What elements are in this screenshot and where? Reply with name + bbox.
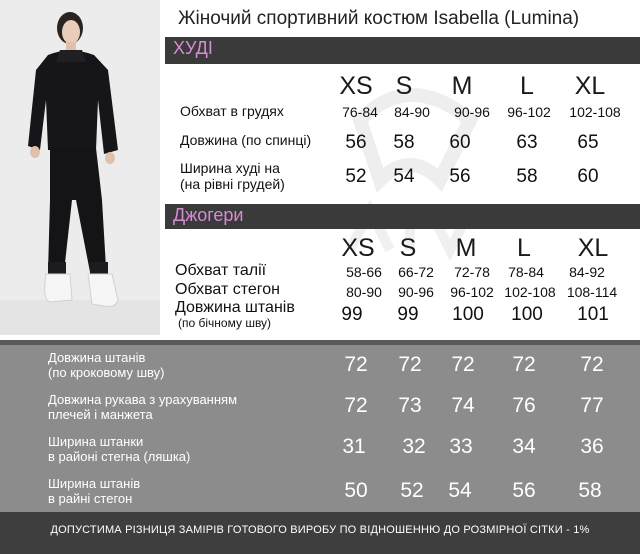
joggers-row-label-main: Довжина штанів [175,299,295,316]
joggers-cell: 101 [577,304,609,325]
joggers-cell: 96-102 [450,284,494,300]
extra-cell: 72 [344,394,368,417]
joggers-size-s: S [399,234,417,262]
hoodie-row-label-main: Ширина худі на [180,160,280,176]
joggers-cell: 100 [452,304,484,325]
hoodie-size-m: M [451,72,473,100]
extra-cell: 72 [451,353,475,376]
extra-cell: 56 [512,479,536,502]
extra-row-label-main: Довжина рукава з урахуванням [48,392,238,407]
joggers-cell: 100 [511,304,543,325]
extra-row-label-sub: (по кроковому шву) [48,365,165,380]
extra-cell: 77 [580,394,604,417]
extra-row-label-sub: в районі стегна (ляшка) [48,449,191,464]
page-title: Жіночий спортивний костюм Isabella (Lumina) [178,8,580,29]
product-photo [0,0,160,335]
joggers-cell: 78-84 [508,264,544,280]
hoodie-size-xs: XS [339,72,373,100]
extra-cell: 50 [344,479,368,502]
joggers-row-label-sub: (по бічному шву) [178,316,272,330]
hoodie-cell: 76-84 [342,104,378,120]
hoodie-cell: 52 [345,166,367,187]
joggers-cell: 102-108 [504,284,556,300]
hoodie-cell: 65 [577,132,599,153]
joggers-cell: 84-92 [569,264,605,280]
extra-row-label-sub: плечей і манжета [48,407,153,422]
extra-cell: 34 [512,435,536,458]
hoodie-cell: 60 [577,166,599,187]
joggers-size-xs: XS [341,234,375,262]
extra-cell: 72 [344,353,368,376]
joggers-cell: 90-96 [398,284,434,300]
extra-cell: 72 [398,353,422,376]
extra-row-label-main: Ширина штанки [48,434,144,449]
extra-cell: 32 [402,435,426,458]
hoodie-size-s: S [395,72,413,100]
extra-cell: 58 [578,479,602,502]
hoodie-cell: 56 [449,166,471,187]
joggers-cell: 108-114 [566,284,618,300]
hoodie-section-header [165,37,640,64]
extra-row-label-sub: в райні стегон [48,491,133,506]
tolerance-note: ДОПУСТИМА РІЗНИЦЯ ЗАМІРІВ ГОТОВОГО ВИРОБУ ПО ВІДНОШЕННЮ ДО РОЗМІРНОЇ СІТКИ - 1% [50,524,590,536]
joggers-row-label: Обхват стегон [175,281,280,298]
extra-row-label [48,350,165,380]
extra-cell: 52 [400,479,424,502]
hoodie-size-l: L [520,72,534,100]
extra-row-label [48,434,190,464]
model-illustration [0,0,160,335]
hoodie-cell: 60 [449,132,471,153]
extra-row-label [48,476,140,506]
hoodie-cell: 84-90 [394,104,430,120]
extra-row-label-main: Довжина штанів [48,350,146,365]
footer-note-bar [0,512,640,554]
hoodie-row-label: Довжина (по спинці) [180,132,312,148]
joggers-size-m: M [455,234,477,262]
hoodie-cell: 96-102 [507,104,551,120]
extra-cell: 74 [451,394,475,417]
hoodie-cell: 54 [393,166,415,187]
hoodie-size-xl: XL [574,72,606,100]
joggers-cell: 99 [341,304,363,325]
joggers-cell: 58-66 [346,264,382,280]
extra-row-label-main: Ширина штанів [48,476,141,491]
joggers-row-label [175,299,295,330]
extra-cell: 72 [512,353,536,376]
joggers-row-label: Обхват талії [175,262,267,279]
extra-cell: 72 [580,353,604,376]
extra-cell: 54 [448,479,472,502]
hoodie-row-label: Обхват в грудях [180,103,284,119]
joggers-cell: 66-72 [398,264,434,280]
hoodie-cell: 56 [345,132,367,153]
extra-cell: 76 [512,394,536,417]
extra-cell: 73 [398,394,422,417]
hoodie-cell: 63 [516,132,538,153]
joggers-cell: 72-78 [454,264,490,280]
hoodie-cell: 58 [516,166,538,187]
hoodie-heading: ХУДІ [173,38,213,58]
hoodie-cell: 102-108 [569,104,621,120]
extra-row-label [48,392,237,422]
joggers-section-header [165,204,640,229]
joggers-heading: Джогери [173,205,244,225]
extra-measurements-section [0,340,640,512]
extra-cell: 36 [580,435,604,458]
joggers-size-l: L [517,234,531,262]
section-divider [0,340,640,345]
hoodie-cell: 58 [393,132,415,153]
extra-cell: 33 [449,435,473,458]
extra-cell: 31 [342,435,366,458]
joggers-size-xl: XL [577,234,609,262]
hoodie-row-label-sub: (на рівні грудей) [180,176,285,192]
joggers-cell: 80-90 [346,284,382,300]
hoodie-row-label [180,160,285,192]
hoodie-cell: 90-96 [454,104,490,120]
joggers-cell: 99 [397,304,419,325]
